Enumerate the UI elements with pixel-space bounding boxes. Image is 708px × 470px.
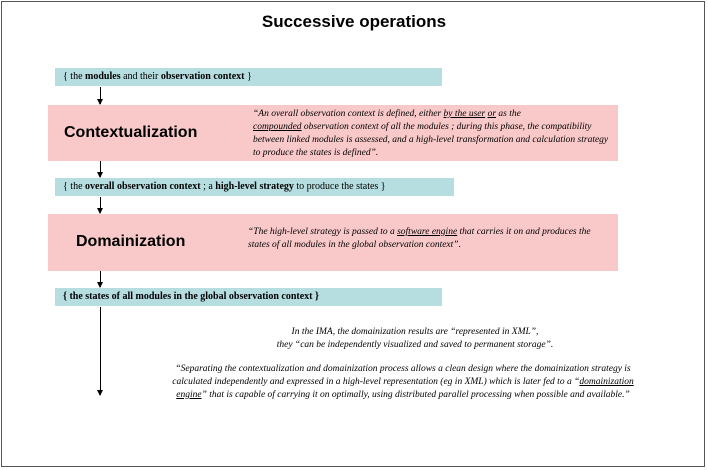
overall-close: to produce the states }	[293, 181, 386, 192]
contextualization-description	[253, 108, 613, 160]
arrow-down-2	[100, 161, 101, 177]
dom-desc-software-engine: software engine	[397, 227, 458, 237]
note-separation-quote	[160, 363, 646, 402]
arrow-down-1	[100, 87, 101, 104]
note-ima-line1: In the IMA, the domainization results are “represented in XML”,	[291, 327, 539, 337]
context-box-modules	[55, 68, 442, 86]
slide-title: Successive operations	[261, 12, 447, 31]
overall-strategy-term: high-level strategy	[215, 181, 294, 192]
ctx-desc-compounded: compounded	[253, 122, 302, 132]
overall-open: { the	[63, 181, 86, 192]
context-mid: and their	[120, 71, 161, 82]
note-ima-line2: they “can be independently visualized and saved to permanent storage”.	[276, 340, 554, 350]
context-box-overall	[55, 178, 454, 196]
ctx-desc-by-user: by the user	[443, 109, 486, 119]
context-modules-term: modules	[85, 71, 121, 82]
dom-desc-part2: that carries it on and produces the states of all modules in the global observation context”.	[248, 227, 591, 250]
note-ima-xml	[230, 326, 600, 352]
ctx-desc-part1: “An overall observation context is defined, either	[253, 109, 444, 119]
arrow-down-5	[100, 307, 101, 395]
note-sep-part1: “Separating the contextualization and domainization process allows a clean design where the domainization strategy is calculated independently and expressed in a high-level representation (eg in XML) which is later fed to a “	[172, 364, 631, 387]
context-box-states	[55, 288, 442, 306]
ctx-desc-or: or	[487, 109, 497, 119]
note-sep-part2: ” that is capable of carrying it on optimally, using distributed parallel processing when possible and available.”	[201, 390, 630, 400]
domainization-title: Domainization	[76, 233, 186, 250]
overall-mid: ; a	[200, 181, 216, 192]
note-sep-domainization-engine: domainization engine	[176, 377, 634, 400]
context-close: }	[244, 71, 252, 82]
ctx-desc-part2: as the	[496, 109, 521, 119]
contextualization-box	[48, 105, 618, 161]
arrow-down-3	[100, 197, 101, 213]
domainization-description	[248, 226, 614, 252]
domainization-box	[48, 214, 618, 271]
ctx-desc-part3: observation context of all the modules ; during this phase, the compatibility between linked modules is assessed, and a high-level transformation and calculation strategy to produce the states is defined”.	[253, 122, 609, 158]
dom-desc-part1: “The high-level strategy is passed to a	[248, 227, 398, 237]
arrow-down-4	[100, 271, 101, 287]
context-observation-term: observation context	[160, 71, 245, 82]
overall-context-term: overall observation context	[85, 181, 201, 192]
context-open: { the	[63, 71, 86, 82]
contextualization-title: Contextualization	[64, 124, 198, 141]
states-text: { the states of all modules in the global observation context }	[63, 291, 319, 302]
